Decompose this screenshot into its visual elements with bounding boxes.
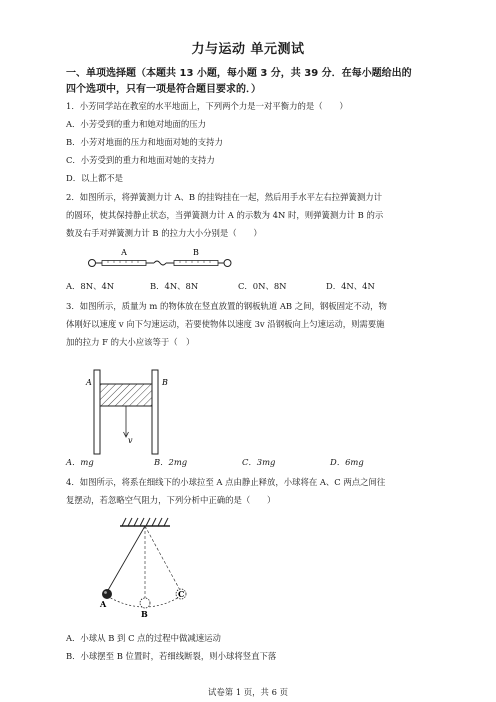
q3-option-c: C．3mg (242, 457, 276, 467)
q2-options (66, 280, 446, 292)
q3-option-d: D．6mg (330, 457, 364, 467)
q2-option-b: B．4N、8N (150, 281, 199, 291)
q4-pendulum-figure (92, 514, 202, 618)
q3-figure-label-b: B (162, 378, 168, 387)
q2-stem-line3: 数及右手对弹簧测力计 B 的拉力大小分别是（ ） (66, 228, 262, 238)
page-footer: 试卷第 1 页，共 6 页 (208, 687, 288, 697)
q1-option-b: B．小芳对地面的压力和地面对她的支持力 (66, 137, 223, 147)
q2-option-a: A．8N、4N (66, 281, 115, 291)
q1-option-d: D．以上都不是 (66, 173, 123, 183)
q2-stem-line2: 的圆环，使其保持静止状态，当弹簧测力计 A 的示数为 4N 时，则弹簧测力计 B 的示 (66, 210, 384, 220)
section-heading-line2: 四个选项中，只有一项是符合题目要求的．） (66, 84, 261, 95)
q2-spring-scale-figure (84, 246, 236, 272)
q4-figure-label-c: C (178, 589, 185, 599)
page-title: 力与运动 单元测试 (191, 42, 305, 57)
q2-option-d: D．4N、4N (326, 281, 375, 291)
q3-stem-line2: 体刚好以速度 v 向下匀速运动，若要使物体以速度 3v 沿钢板向上匀速运动，则需要施 (66, 319, 385, 329)
q1-option-c: C．小芳受到的重力和地面对她的支持力 (66, 155, 215, 165)
q3-figure-label-a: A (86, 378, 92, 387)
q3-stem-line3: 加的拉力 F 的大小应该等于（ ） (66, 337, 195, 347)
q2-figure-label-b: B (193, 248, 199, 257)
q2-stem-line1: 2．如图所示，将弹簧测力计 A、B 的挂钩挂在一起，然后用手水平左右拉弹簧测力计 (66, 192, 382, 202)
q4-figure-label-b: B (141, 609, 148, 618)
q3-stem-line1: 3．如图所示，质量为 m 的物体放在竖直放置的钢板轨道 AB 之间，钢板固定不动，物 (66, 301, 387, 311)
q1-option-a: A．小芳受到的重力和她对地面的压力 (66, 119, 207, 129)
q2-figure-label-a: A (121, 248, 127, 257)
section-heading-line1: 一、单项选择题（本题共 13 小题，每小题 3 分，共 39 分．在每小题给出的 (66, 68, 412, 79)
q4-option-b: B．小球摆至 B 位置时，若细线断裂，则小球将竖直下落 (66, 651, 277, 661)
q4-stem-line1: 4．如图所示，将系在细线下的小球拉至 A 点由静止释放，小球将在 A、C 两点之间往 (66, 477, 386, 487)
q1-stem: 1．小芳同学站在教室的水平地面上，下列两个力是一对平衡力的是（ ） (66, 101, 348, 111)
q3-figure-label-v: v (128, 436, 133, 445)
q3-options (66, 456, 446, 468)
q4-stem-line2: 复摆动，若忽略空气阻力，下列分析中正确的是（ ） (66, 495, 276, 505)
q3-option-b: B．2mg (154, 457, 188, 467)
q4-option-a: A．小球从 B 到 C 点的过程中做减速运动 (66, 633, 221, 643)
q4-figure-label-a: A (100, 599, 107, 609)
q3-steel-plate-figure (84, 366, 180, 458)
q2-option-c: C．0N、8N (238, 281, 287, 291)
q3-option-a: A．mg (66, 457, 94, 467)
